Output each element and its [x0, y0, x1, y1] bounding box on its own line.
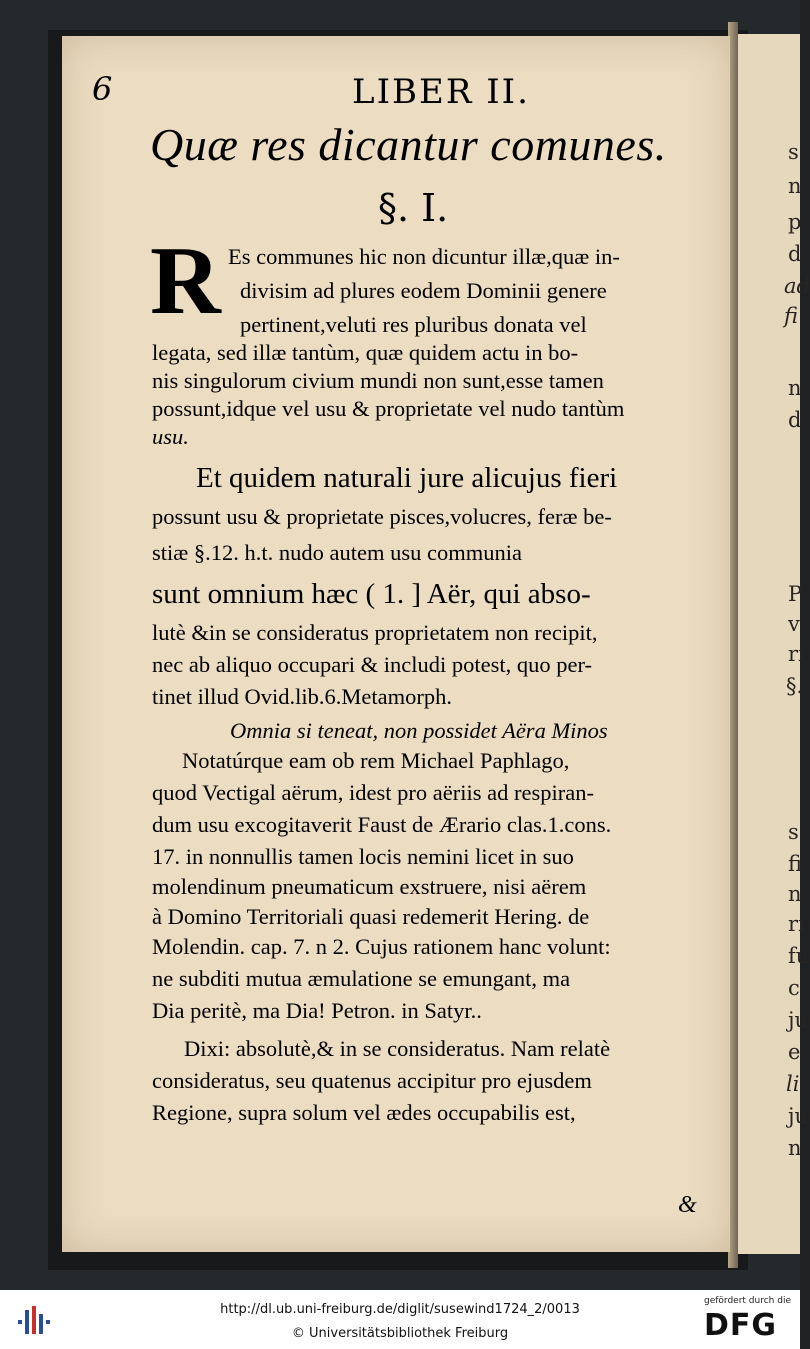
- text-line: Notatúrque eam ob rem Michael Paphlago,: [182, 748, 570, 773]
- facing-fragment: n: [788, 1136, 802, 1160]
- text-line: Et quidem naturali jure alicujus fieri: [196, 462, 618, 494]
- facing-fragment: P: [788, 582, 803, 606]
- permalink[interactable]: http://dl.ub.uni-freiburg.de/diglit/susewind1724_2/0013: [220, 1302, 580, 1317]
- facing-fragment: v: [788, 612, 800, 636]
- text-line: possunt,idque vel usu & proprietate vel nudo tantùm: [152, 396, 625, 421]
- text-line: stiæ §.12. h.t. nudo autem usu communia: [152, 540, 522, 565]
- copyright-notice: © Universitätsbibliothek Freiburg: [291, 1326, 509, 1341]
- facing-fragment: ad: [784, 274, 810, 298]
- text-line: quod Vectigal aërum, idest pro aëriis ad respiran-: [152, 780, 594, 805]
- text-line: Molendin. cap. 7. n 2. Cujus rationem hanc volunt:: [152, 934, 611, 959]
- facing-fragment: ri: [788, 912, 805, 936]
- text-line: Es communes hic non dicuntur illæ,quæ in-: [228, 244, 620, 269]
- facing-fragment: n: [788, 174, 802, 198]
- running-head: LIBER II.: [352, 72, 530, 112]
- text-line: consideratus, seu quatenus accipitur pro ejusdem: [152, 1068, 592, 1093]
- page-number: 6: [92, 70, 113, 108]
- text-line: sunt omnium hæc ( 1. ] Aër, qui abso-: [152, 578, 591, 610]
- text-line: usu.: [152, 424, 189, 449]
- text-line: possunt usu & proprietate pisces,volucres, feræ be-: [152, 504, 612, 529]
- facing-fragment: fi: [788, 852, 803, 876]
- catchword: &: [678, 1192, 697, 1218]
- sponsor-label: gefördert durch die: [704, 1296, 791, 1306]
- text-line: ne subditi mutua æmulatione se emungant, ma: [152, 966, 571, 991]
- facing-fragment: c: [788, 976, 800, 1000]
- dfg-logo[interactable]: DFG: [704, 1308, 778, 1343]
- facing-page: [738, 34, 810, 1254]
- facing-fragment: §.: [786, 674, 804, 698]
- section-mark: §. I.: [378, 186, 449, 230]
- text-line: Regione, supra solum vel ædes occupabilis est,: [152, 1100, 576, 1125]
- text-line: pertinent,veluti res pluribus donata vel: [240, 312, 587, 337]
- facing-fragment: ju: [788, 1008, 809, 1032]
- facing-fragment: li: [786, 1072, 800, 1096]
- facing-fragment: s: [788, 820, 799, 844]
- facing-fragment: n: [788, 376, 802, 400]
- facing-fragment: fu: [788, 944, 810, 968]
- text-line: Dia peritè, ma Dia! Petron. in Satyr..: [152, 998, 482, 1023]
- facing-fragment: n: [788, 882, 802, 906]
- viewer-footer: [0, 1290, 800, 1349]
- facing-fragment: d: [788, 408, 802, 432]
- facing-fragment: d: [788, 242, 802, 266]
- drop-cap: R: [150, 227, 221, 335]
- text-line: 17. in nonnullis tamen locis nemini licet in suo: [152, 844, 574, 869]
- facing-fragment: p: [788, 210, 802, 234]
- text-line: lutè &in se consideratus proprietatem non recipit,: [152, 620, 598, 645]
- facing-fragment: e: [788, 1040, 801, 1064]
- text-line: legata, sed illæ tantùm, quæ quidem actu in bo-: [152, 340, 579, 365]
- text-line: dum usu excogitaverit Faust de Ærario clas.1.cons.: [152, 812, 612, 837]
- facing-fragment: ju: [788, 1104, 809, 1128]
- facing-fragment: ri: [788, 642, 805, 666]
- text-line: molendinum pneumaticum exstruere, nisi aërem: [152, 874, 587, 899]
- text-line: à Domino Territoriali quasi redemerit Hering. de: [152, 904, 590, 929]
- verse-quote: Omnia si teneat, non possidet Aëra Minos: [230, 718, 608, 743]
- facing-fragment: s: [788, 140, 799, 164]
- text-line: divisim ad plures eodem Dominii genere: [240, 278, 607, 303]
- text-line: nec ab aliquo occupari & includi potest, quo per-: [152, 652, 593, 677]
- facing-fragment: fi: [784, 304, 799, 328]
- text-line: tinet illud Ovid.lib.6.Metamorph.: [152, 684, 452, 709]
- text-line: nis singulorum civium mundi non sunt,esse tamen: [152, 368, 604, 393]
- text-line: Dixi: absolutè,& in se consideratus. Nam relatè: [184, 1036, 611, 1061]
- chapter-title: Quæ res dicantur comunes.: [150, 119, 667, 170]
